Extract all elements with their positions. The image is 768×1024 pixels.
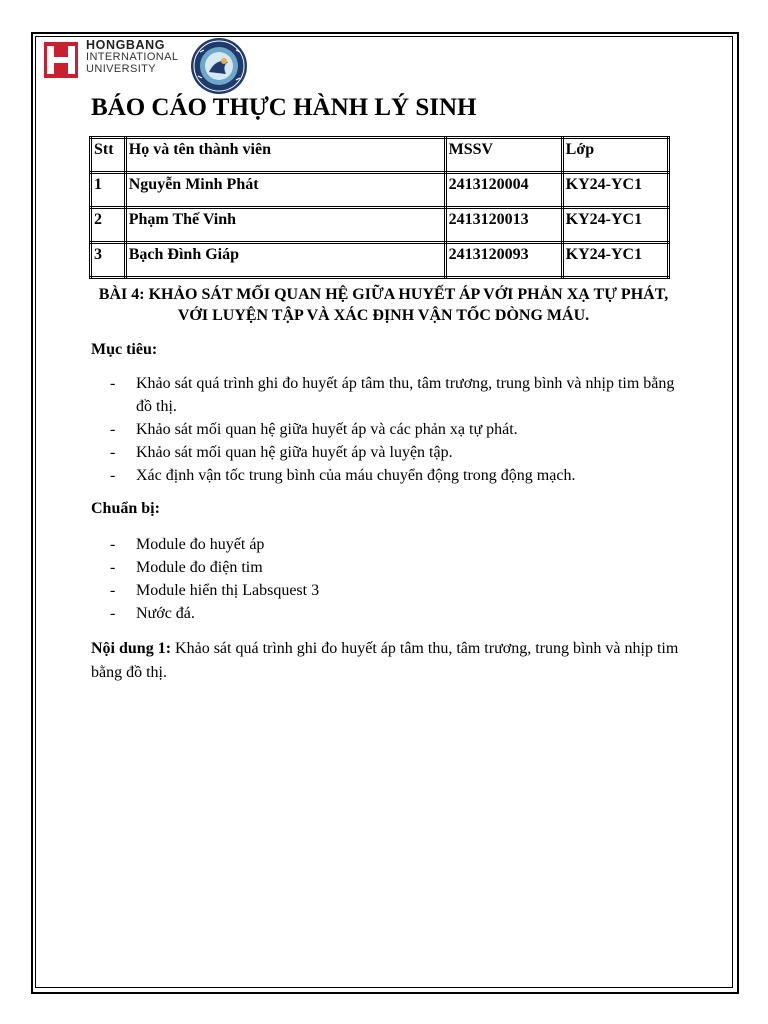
- table-header-cell: Lớp: [562, 138, 668, 173]
- table-row: [91, 243, 669, 278]
- table-cell: Phạm Thế Vinh: [125, 208, 445, 243]
- bullet-dash: -: [110, 559, 116, 576]
- table-cell: KY24-YC1: [562, 243, 668, 278]
- content-1-label: Nội dung 1:: [91, 640, 172, 657]
- bullet-dash: -: [110, 536, 116, 553]
- table-cell: Nguyễn Minh Phát: [125, 173, 445, 208]
- list-item-text: Module hiển thị Labsquest 3: [136, 582, 320, 599]
- table-cell: Bạch Đình Giáp: [125, 243, 445, 278]
- logo-text: [86, 39, 178, 75]
- preparation-list: [110, 533, 680, 625]
- list-item: [110, 533, 680, 556]
- list-item: [110, 441, 680, 464]
- logo-line-3: UNIVERSITY: [86, 62, 157, 75]
- content-1-text: Khảo sát quá trình ghi đo huyết áp tâm thu, tâm trương, trung bình và nhịp tim bằng đồ thị.: [91, 640, 679, 681]
- lesson-title: BÀI 4: KHẢO SÁT MỐI QUAN HỆ GIỮA HUYẾT ÁP VỚI PHẢN XẠ TỰ PHÁT, VỚI LUYỆN TẬP VÀ XÁC ĐỊNH VẬN TỐC DÒNG MÁU.: [98, 286, 669, 324]
- table-header-cell: MSSV: [445, 138, 562, 173]
- table-header-row: [91, 138, 669, 173]
- members-table: [89, 136, 670, 279]
- list-item-text: Khảo sát quá trình ghi đo huyết áp tâm thu, tâm trương, trung bình và nhịp tim bằng đồ thị.: [136, 375, 675, 415]
- list-item-text: Khảo sát mối quan hệ giữa huyết áp và các phản xạ tự phát.: [136, 421, 518, 438]
- bullet-dash: -: [110, 467, 116, 484]
- table-cell: 2413120093: [445, 243, 562, 278]
- bullet-dash: -: [110, 582, 116, 599]
- list-item: [110, 464, 680, 487]
- table-cell: 2: [91, 208, 126, 243]
- page-title: BÁO CÁO THỰC HÀNH LÝ SINH: [91, 94, 477, 121]
- bullet-dash: -: [110, 605, 116, 622]
- bullet-dash: -: [110, 421, 116, 438]
- list-item-text: Module đo điện tim: [136, 559, 263, 576]
- preparation-heading: Chuẩn bị:: [91, 500, 160, 517]
- table-row: [91, 208, 669, 243]
- list-item: [110, 602, 680, 625]
- objectives-list: [110, 372, 680, 487]
- table-row: [91, 173, 669, 208]
- bullet-dash: -: [110, 375, 116, 392]
- content-1-paragraph: [91, 637, 683, 685]
- list-item: [110, 372, 680, 418]
- table-cell: 1: [91, 173, 126, 208]
- logo-line-2: INTERNATIONAL: [86, 51, 179, 64]
- table-cell: KY24-YC1: [562, 173, 668, 208]
- table-cell: 2413120013: [445, 208, 562, 243]
- table-header-cell: Stt: [91, 138, 126, 173]
- list-item-text: Nước đá.: [136, 605, 195, 622]
- list-item-text: Module đo huyết áp: [136, 536, 265, 553]
- table-cell: 2413120004: [445, 173, 562, 208]
- list-item-text: Xác định vận tốc trung bình của máu chuyển động trong động mạch.: [136, 467, 576, 484]
- list-item-text: Khảo sát mối quan hệ giữa huyết áp và luyện tập.: [136, 444, 453, 461]
- table-cell: 3: [91, 243, 126, 278]
- faculty-seal-icon: [186, 36, 252, 96]
- list-item: [110, 418, 680, 441]
- objectives-heading: Mục tiêu:: [91, 341, 158, 358]
- hongbang-h-icon: [44, 42, 78, 78]
- logo-line-1: HONGBANG: [86, 38, 166, 52]
- table-header-cell: Họ và tên thành viên: [125, 138, 445, 173]
- list-item: [110, 556, 680, 579]
- table-cell: KY24-YC1: [562, 208, 668, 243]
- list-item: [110, 579, 680, 602]
- bullet-dash: -: [110, 444, 116, 461]
